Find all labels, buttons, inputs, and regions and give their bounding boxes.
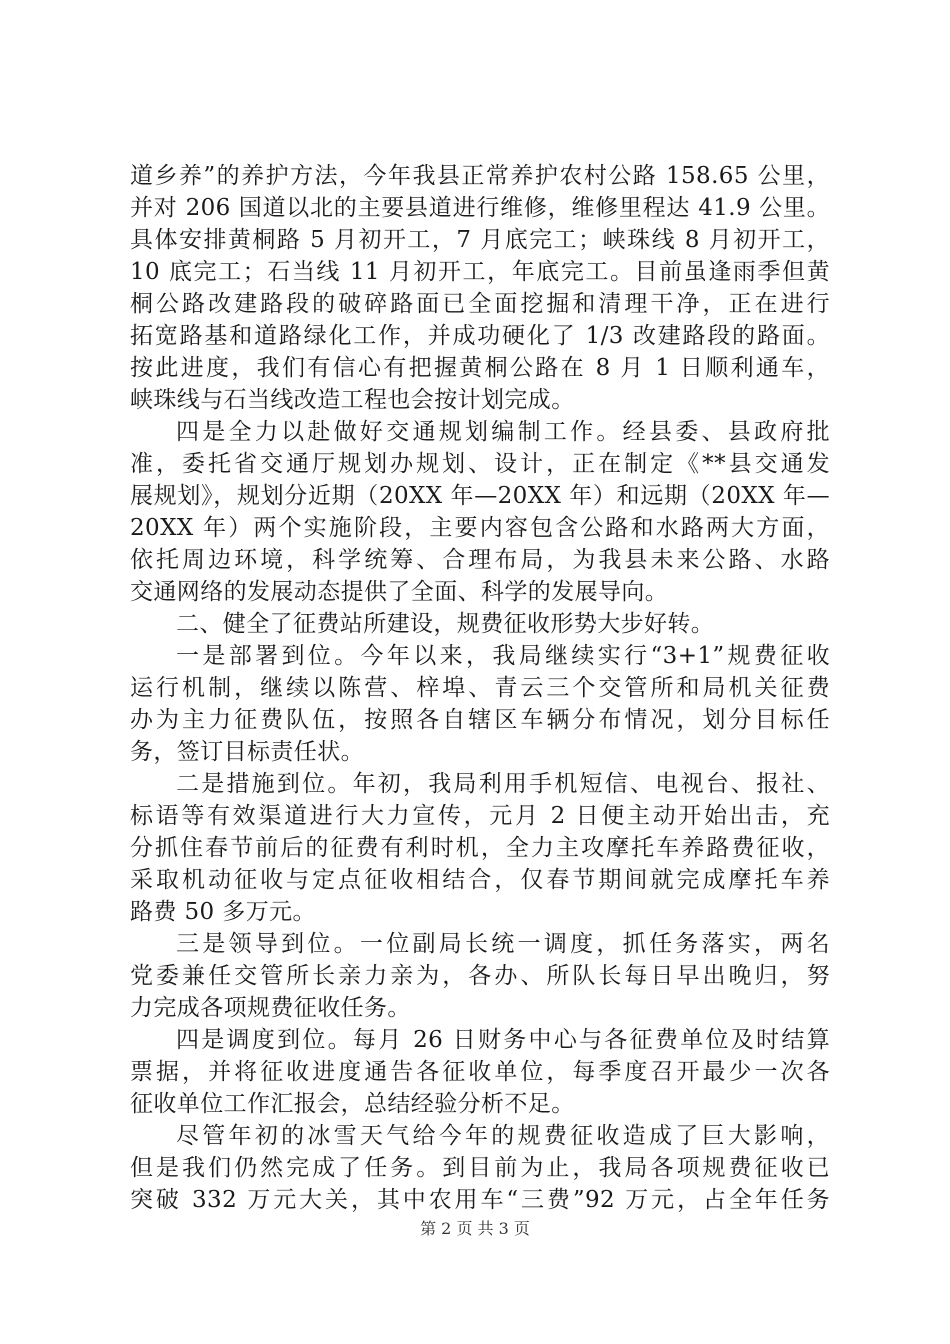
text-line: 采取机动征收与定点征收相结合，仅春节期间就完成摩托车养 <box>130 867 830 893</box>
text-line: 一是部署到位。今年以来，我局继续实行“3+1”规费征收 <box>176 643 830 669</box>
text-line: 峡珠线与石当线改造工程也会按计划完成。 <box>130 387 575 413</box>
text-line: 准，委托省交通厅规划办规划、设计，正在制定《**县交通发 <box>130 451 830 477</box>
text-line: 二、健全了征费站所建设，规费征收形势大步好转。 <box>176 611 715 637</box>
page-footer: 第 2 页 共 3 页 <box>420 1219 530 1238</box>
text-line: 道乡养”的养护方法，今年我县正常养护农村公路 158.65 公里， <box>130 163 830 189</box>
text-line: 具体安排黄桐路 5 月初开工，7 月底完工；峡珠线 8 月初开工， <box>130 227 830 253</box>
text-line: 党委兼任交管所长亲力亲为，各办、所队长每日早出晚归，努 <box>130 963 830 989</box>
text-line: 分抓住春节前后的征费有利时机，全力主攻摩托车养路费征收， <box>130 835 830 861</box>
text-line: 四是全力以赴做好交通规划编制工作。经县委、县政府批 <box>176 419 830 445</box>
text-line: 突破 332 万元大关，其中农用车“三费”92 万元，占全年任务 <box>130 1187 830 1213</box>
text-line: 务，签订目标责任状。 <box>130 739 364 765</box>
text-line: 20XX 年）两个实施阶段，主要内容包含公路和水路两大方面， <box>130 515 830 541</box>
text-line: 10 底完工；石当线 11 月初开工，年底完工。目前虽逢雨季但黄 <box>130 259 830 285</box>
text-line: 四是调度到位。每月 26 日财务中心与各征费单位及时结算 <box>176 1027 830 1053</box>
text-line: 展规划》，规划分近期（20XX 年—20XX 年）和远期（20XX 年— <box>130 483 830 509</box>
text-line: 交通网络的发展动态提供了全面、科学的发展导向。 <box>130 579 669 605</box>
text-line: 按此进度，我们有信心有把握黄桐公路在 8 月 1 日顺利通车， <box>130 355 830 381</box>
text-line: 并对 206 国道以北的主要县道进行维修，维修里程达 41.9 公里。 <box>130 195 830 221</box>
text-line: 桐公路改建路段的破碎路面已全面挖掘和清理干净，正在进行 <box>130 291 830 317</box>
text-line: 三是领导到位。一位副局长统一调度，抓任务落实，两名 <box>176 931 830 957</box>
text-line: 运行机制，继续以陈营、梓埠、青云三个交管所和局机关征费 <box>130 675 830 701</box>
body-text <box>130 160 830 1216</box>
text-line: 但是我们仍然完成了任务。到目前为止，我局各项规费征收已 <box>130 1155 830 1181</box>
text-line: 路费 50 多万元。 <box>130 899 316 925</box>
text-line: 票据，并将征收进度通告各征收单位，每季度召开最少一次各 <box>130 1059 830 1085</box>
text-line: 办为主力征费队伍，按照各自辖区车辆分布情况，划分目标任 <box>130 707 830 733</box>
text-line: 标语等有效渠道进行大力宣传，元月 2 日便主动开始出击，充 <box>130 803 830 829</box>
text-line: 拓宽路基和道路绿化工作，并成功硬化了 1/3 改建路段的路面。 <box>130 323 830 349</box>
text-line: 征收单位工作汇报会，总结经验分析不足。 <box>130 1091 575 1117</box>
text-line: 力完成各项规费征收任务。 <box>130 995 411 1021</box>
text-line: 依托周边环境，科学统筹、合理布局，为我县未来公路、水路 <box>130 547 830 573</box>
text-line: 尽管年初的冰雪天气给今年的规费征收造成了巨大影响， <box>176 1123 830 1149</box>
text-line: 二是措施到位。年初，我局利用手机短信、电视台、报社、 <box>176 771 830 797</box>
